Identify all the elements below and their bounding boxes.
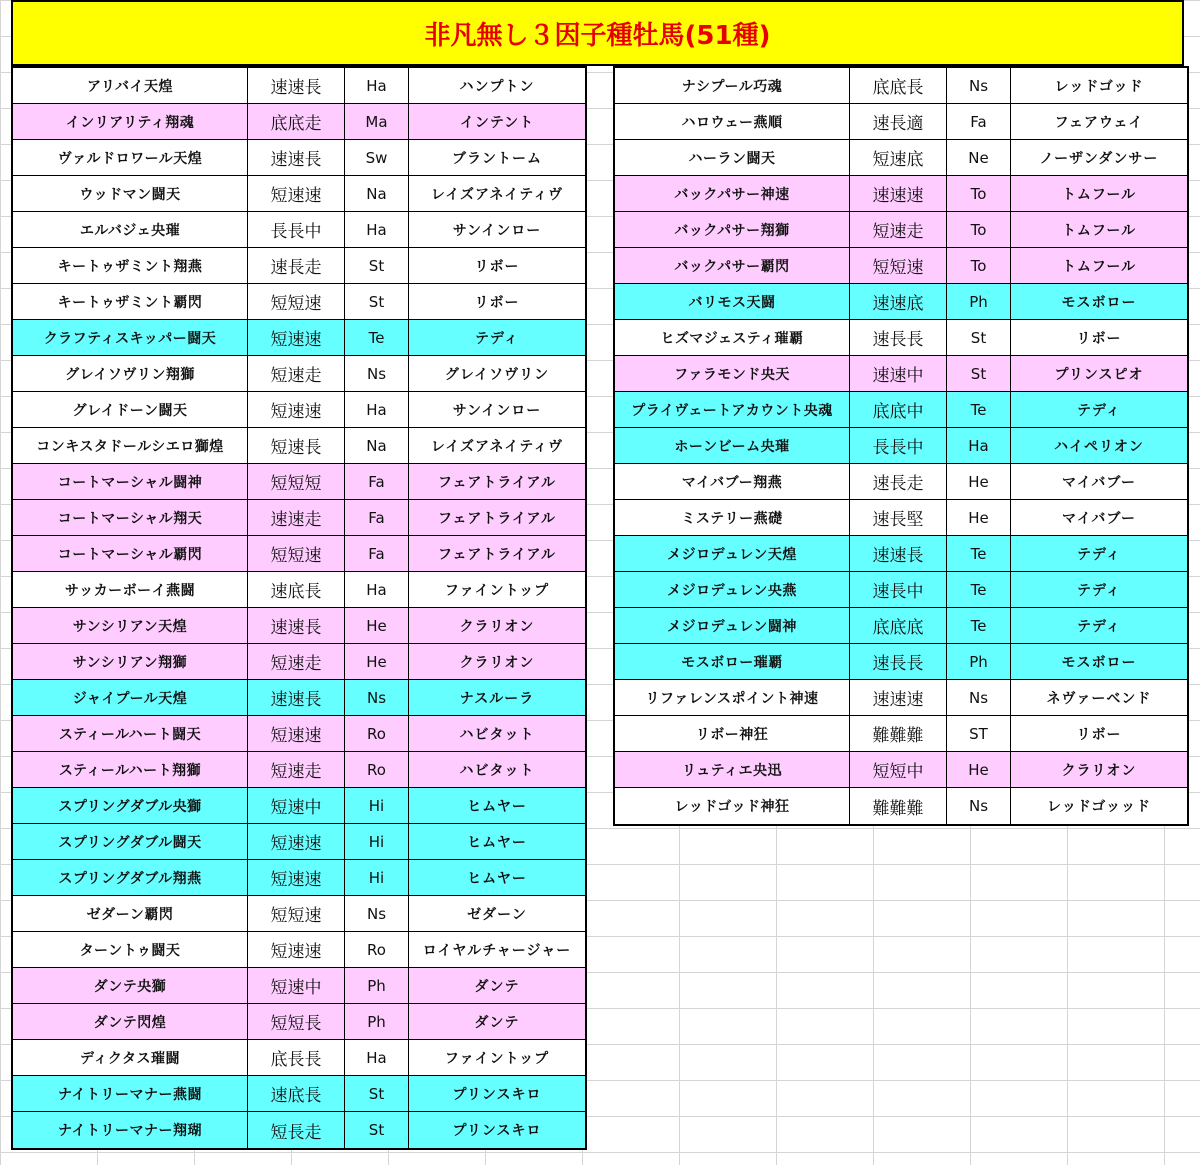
cell-name[interactable]: キートゥザミント覇閃 [13, 284, 248, 319]
cell-sire[interactable]: モスボロー [1061, 654, 1137, 671]
cell-sire[interactable]: テディ [1077, 582, 1121, 599]
cell-sire[interactable]: クラリオン [459, 654, 535, 671]
cell-type[interactable]: 長長中 [850, 428, 947, 463]
cell-name[interactable]: ゼダーン覇閃 [13, 896, 248, 931]
cell-code[interactable]: Ns [345, 680, 409, 715]
cell-type[interactable]: 短速中 [248, 788, 345, 823]
cell-name[interactable]: エルバジェ央璀 [13, 212, 248, 247]
table-row [13, 536, 585, 572]
table-row [615, 428, 1187, 464]
table-row [13, 356, 585, 392]
cell-type[interactable]: 底底走 [248, 104, 345, 139]
cell-code[interactable]: Sw [345, 140, 409, 175]
table-row [13, 968, 585, 1004]
table-row [13, 680, 585, 716]
table-row [13, 284, 585, 320]
cell-type[interactable]: 短短速 [248, 896, 345, 931]
table-row [615, 680, 1187, 716]
cell-sire[interactable]: ファイントップ [444, 582, 550, 599]
cell-type[interactable]: 短速走 [248, 752, 345, 787]
cell-code[interactable]: To [947, 176, 1011, 211]
cell-code[interactable]: He [345, 608, 409, 643]
cell-code[interactable]: Na [345, 428, 409, 463]
table-row [13, 500, 585, 536]
cell-name[interactable]: コートマーシャル闘神 [13, 464, 248, 499]
table-row [615, 752, 1187, 788]
cell-code[interactable]: Ma [345, 104, 409, 139]
table-row [13, 1004, 585, 1040]
cell-type[interactable]: 長長中 [248, 212, 345, 247]
cell-sire[interactable]: テディ [1077, 618, 1121, 635]
cell-type[interactable]: 速長走 [850, 464, 947, 499]
cell-type[interactable]: 短長走 [248, 1112, 345, 1148]
table-row [615, 248, 1187, 284]
cell-sire[interactable]: レッドゴッッド [1046, 799, 1152, 815]
table-row [615, 392, 1187, 428]
cell-code[interactable]: Ha [947, 428, 1011, 463]
table-row [13, 608, 585, 644]
cell-type[interactable]: 速長中 [850, 572, 947, 607]
cell-code[interactable]: Ph [345, 968, 409, 1003]
cell-name[interactable]: バックパサー神速 [615, 176, 850, 211]
cell-type[interactable]: 短速速 [248, 176, 345, 211]
table-row [615, 212, 1187, 248]
table-row [13, 860, 585, 896]
cell-code[interactable]: Te [947, 608, 1011, 643]
cell-sire[interactable]: クラリオン [1061, 762, 1137, 779]
table-row [13, 428, 585, 464]
cell-name[interactable]: サンシリアン天煌 [13, 608, 248, 643]
cell-type[interactable]: 底底中 [850, 392, 947, 427]
table-row [615, 464, 1187, 500]
cell-code[interactable]: Ph [947, 644, 1011, 679]
cell-code[interactable]: Fa [947, 104, 1011, 139]
cell-sire[interactable]: ハビタット [459, 726, 535, 743]
cell-code[interactable]: To [947, 212, 1011, 247]
table-row [615, 644, 1187, 680]
table-row [13, 716, 585, 752]
cell-type[interactable]: 短速速 [248, 392, 345, 427]
cell-code[interactable]: Hi [345, 824, 409, 859]
cell-sire[interactable]: マイバブー [1061, 474, 1137, 491]
cell-code[interactable]: He [947, 500, 1011, 535]
cell-code[interactable]: He [947, 464, 1011, 499]
cell-code[interactable]: Te [947, 392, 1011, 427]
cell-type[interactable]: 速速長 [248, 68, 345, 103]
cell-code[interactable]: He [345, 644, 409, 679]
cell-code[interactable]: Ns [947, 68, 1011, 103]
cell-name[interactable]: リボー神狂 [615, 716, 850, 751]
table-row [615, 500, 1187, 536]
cell-name[interactable]: マイバブー翔燕 [615, 464, 850, 499]
cell-code[interactable]: Ph [947, 284, 1011, 319]
table-row [615, 176, 1187, 212]
cell-type[interactable]: 短短中 [850, 752, 947, 787]
cell-sire[interactable]: ダンテ [474, 978, 520, 995]
cell-name[interactable]: ダンテ央獅 [13, 968, 248, 1003]
cell-name[interactable]: バックパサー覇閃 [615, 248, 850, 283]
cell-type[interactable]: 短速底 [850, 140, 947, 175]
cell-sire[interactable]: ファイントップ [444, 1050, 550, 1067]
table-row [13, 464, 585, 500]
cell-type[interactable]: 速速走 [248, 500, 345, 535]
cell-name[interactable]: アリバイ天煌 [13, 68, 248, 103]
table-row [13, 320, 585, 356]
cell-name[interactable]: スプリングダブル翔燕 [13, 860, 248, 895]
cell-type[interactable]: 難難難 [850, 716, 947, 751]
cell-type[interactable]: 速長堅 [850, 500, 947, 535]
right-table [613, 66, 1189, 826]
cell-sire[interactable]: クラリオン [459, 618, 535, 635]
cell-name[interactable]: グレイソヴリン翔獅 [13, 356, 248, 391]
cell-code[interactable]: St [345, 248, 409, 283]
cell-name[interactable]: キートゥザミント翔燕 [13, 248, 248, 283]
table-row [13, 644, 585, 680]
cell-type[interactable]: 速速長 [248, 140, 345, 175]
cell-name[interactable]: ナイトリーマナー燕闘 [13, 1076, 248, 1111]
cell-type[interactable]: 速底長 [248, 572, 345, 607]
cell-name[interactable]: コンキスタドールシエロ獅煌 [13, 428, 248, 463]
cell-name[interactable]: バックパサー翔獅 [615, 212, 850, 247]
cell-type[interactable]: 短速速 [248, 824, 345, 859]
table-row [615, 788, 1187, 824]
cell-name[interactable]: ファラモンド央天 [615, 356, 850, 391]
cell-sire[interactable]: ヒムヤー [467, 870, 527, 887]
cell-name[interactable]: サンシリアン翔獅 [13, 644, 248, 679]
cell-sire[interactable]: リボー [1076, 330, 1122, 347]
table-row [13, 788, 585, 824]
cell-sire[interactable]: ゼダーン [467, 906, 527, 923]
cell-code[interactable]: Ne [947, 140, 1011, 175]
cell-type[interactable]: 速長長 [850, 320, 947, 355]
cell-type[interactable]: 短速中 [248, 968, 345, 1003]
cell-name[interactable]: クラフティスキッパー闘天 [13, 320, 248, 355]
cell-type[interactable]: 速長適 [850, 104, 947, 139]
cell-code[interactable]: St [345, 1112, 409, 1148]
cell-code[interactable]: Ro [345, 752, 409, 787]
cell-type[interactable]: 速長長 [850, 644, 947, 679]
cell-sire[interactable]: テディ [475, 330, 519, 347]
cell-code[interactable]: Fa [345, 536, 409, 571]
cell-code[interactable]: Ro [345, 932, 409, 967]
cell-type[interactable]: 短短長 [248, 1004, 345, 1039]
cell-type[interactable]: 速長走 [248, 248, 345, 283]
cell-type[interactable]: 短速走 [248, 644, 345, 679]
table-row [615, 68, 1187, 104]
cell-type[interactable]: 短速速 [248, 320, 345, 355]
cell-code[interactable]: Ph [345, 1004, 409, 1039]
cell-name[interactable]: サッカーボーイ燕闘 [13, 572, 248, 607]
table-row [615, 104, 1187, 140]
table-row [13, 1040, 585, 1076]
table-row [615, 716, 1187, 752]
cell-type[interactable]: 短速走 [248, 356, 345, 391]
cell-code[interactable]: Te [947, 572, 1011, 607]
cell-code[interactable]: Ns [947, 788, 1011, 824]
cell-sire[interactable]: モスボロー [1061, 294, 1137, 311]
cell-code[interactable]: St [947, 356, 1011, 391]
cell-sire[interactable]: フェアトライアル [438, 510, 556, 527]
cell-sire[interactable]: ロイヤルチャージャー [422, 942, 572, 959]
cell-code[interactable]: Fa [345, 464, 409, 499]
cell-code[interactable]: Hi [345, 788, 409, 823]
cell-type[interactable]: 底底底 [850, 608, 947, 643]
table-row [13, 392, 585, 428]
cell-name[interactable]: インリアリティ翔魂 [13, 104, 248, 139]
table-row [13, 1112, 585, 1148]
cell-sire[interactable]: ヒムヤー [467, 834, 527, 851]
cell-type[interactable]: 底底長 [850, 68, 947, 103]
cell-sire[interactable]: リボー [474, 258, 520, 275]
cell-sire[interactable]: トムフール [1061, 258, 1137, 275]
cell-name[interactable]: メジロデュレン闘神 [615, 608, 850, 643]
table-row [615, 140, 1187, 176]
cell-code[interactable]: Ns [345, 356, 409, 391]
cell-type[interactable]: 短短速 [248, 284, 345, 319]
table-row [13, 1076, 585, 1112]
cell-name[interactable]: ウッドマン闘天 [13, 176, 248, 211]
cell-name[interactable]: スプリングダブル闘天 [13, 824, 248, 859]
cell-code[interactable]: Ha [345, 212, 409, 247]
cell-name[interactable]: ダンテ閃煌 [13, 1004, 248, 1039]
cell-type[interactable]: 短速速 [248, 716, 345, 751]
table-row [13, 752, 585, 788]
cell-sire[interactable]: ノーザンダンサー [1039, 150, 1159, 167]
table-row [615, 320, 1187, 356]
cell-name[interactable]: コートマーシャル翔天 [13, 500, 248, 535]
cell-type[interactable]: 速速底 [850, 284, 947, 319]
cell-sire[interactable]: サンインロー [452, 402, 542, 419]
cell-name[interactable]: バリモス天闘 [615, 284, 850, 319]
cell-type[interactable]: 速底長 [248, 1076, 345, 1111]
cell-name[interactable]: モスボロー璀覇 [615, 644, 850, 679]
table-row [615, 356, 1187, 392]
cell-name[interactable]: ハーラン闘天 [615, 140, 850, 175]
table-row [13, 104, 585, 140]
cell-type[interactable]: 底長長 [248, 1040, 345, 1075]
cell-type[interactable]: 速速中 [850, 356, 947, 391]
table-row [13, 248, 585, 284]
cell-type[interactable]: 短短速 [850, 248, 947, 283]
cell-type[interactable]: 短短速 [248, 536, 345, 571]
cell-name[interactable]: ジャイプール天煌 [13, 680, 248, 715]
cell-type[interactable]: 速速速 [850, 680, 947, 715]
cell-name[interactable]: プライヴェートアカウント央魂 [615, 392, 850, 427]
cell-name[interactable]: ターントゥ闘天 [13, 932, 248, 967]
cell-name[interactable]: コートマーシャル覇閃 [13, 536, 248, 571]
cell-sire[interactable]: ダンテ [474, 1014, 520, 1031]
cell-code[interactable]: Hi [345, 860, 409, 895]
table-row [13, 572, 585, 608]
cell-name[interactable]: ナシプール巧魂 [615, 68, 850, 103]
sheet-title: 非凡無し３因子種牡馬(51種) [11, 0, 1184, 66]
table-row [13, 932, 585, 968]
table-row [615, 284, 1187, 320]
cell-sire[interactable]: ヒムヤー [467, 798, 527, 815]
cell-type[interactable]: 短速走 [850, 212, 947, 247]
cell-type[interactable]: 短短短 [248, 464, 345, 499]
cell-code[interactable]: Fa [345, 500, 409, 535]
table-row [13, 176, 585, 212]
cell-name[interactable]: スティールハート闘天 [13, 716, 248, 751]
cell-sire[interactable]: プリンスピオ [1054, 366, 1144, 383]
cell-name[interactable]: スプリングダブル央獅 [13, 788, 248, 823]
cell-code[interactable]: ST [947, 716, 1011, 751]
cell-name[interactable]: メジロデュレン天煌 [615, 536, 850, 571]
cell-type[interactable]: 短速長 [248, 428, 345, 463]
cell-code[interactable]: St [345, 1076, 409, 1111]
table-row [13, 140, 585, 176]
cell-sire[interactable]: フェアウェイ [1054, 114, 1144, 131]
cell-sire[interactable]: ブラントーム [452, 150, 542, 167]
cell-code[interactable]: Na [345, 176, 409, 211]
cell-type[interactable]: 難難難 [850, 788, 947, 824]
cell-sire[interactable]: ハビタット [459, 762, 535, 779]
cell-name[interactable]: メジロデュレン央燕 [615, 572, 850, 607]
cell-sire[interactable]: リボー [474, 294, 520, 311]
cell-sire[interactable]: ハイペリオン [1054, 438, 1144, 455]
left-table [11, 66, 587, 1150]
table-row [13, 824, 585, 860]
cell-code[interactable]: Te [947, 536, 1011, 571]
cell-code[interactable]: Ro [345, 716, 409, 751]
cell-sire[interactable]: プリンスキロ [452, 1086, 542, 1103]
cell-name[interactable]: ナイトリーマナー翔瑚 [13, 1112, 248, 1148]
cell-sire[interactable]: フェアトライアル [438, 474, 556, 491]
cell-code[interactable]: Te [345, 320, 409, 355]
cell-name[interactable]: グレイドーン闘天 [13, 392, 248, 427]
cell-sire[interactable]: マイバブー [1061, 510, 1137, 527]
cell-name[interactable]: ホーンビーム央璀 [615, 428, 850, 463]
cell-sire[interactable]: グレイソヴリン [444, 366, 550, 383]
table-row [13, 896, 585, 932]
table-row [615, 608, 1187, 644]
cell-code[interactable]: St [345, 284, 409, 319]
cell-sire[interactable]: レイズアネイティヴ [430, 438, 564, 455]
cell-name[interactable]: リュティエ央迅 [615, 752, 850, 787]
cell-sire[interactable]: ナスルーラ [459, 690, 535, 707]
cell-name[interactable]: リファレンスポイント神速 [615, 680, 850, 715]
cell-code[interactable]: Ns [947, 680, 1011, 715]
cell-name[interactable]: スティールハート翔獅 [13, 752, 248, 787]
cell-type[interactable]: 速速長 [248, 680, 345, 715]
cell-code[interactable]: Ns [345, 896, 409, 931]
cell-type[interactable]: 速速長 [248, 608, 345, 643]
cell-type[interactable]: 短速速 [248, 860, 345, 895]
cell-sire[interactable]: レイズアネイティヴ [430, 186, 564, 203]
cell-name[interactable]: ディクタス璀闘 [13, 1040, 248, 1075]
cell-sire[interactable]: インテント [459, 114, 535, 131]
cell-sire[interactable]: トムフール [1061, 186, 1137, 203]
cell-type[interactable]: 速速長 [850, 536, 947, 571]
cell-sire[interactable]: ネヴァーベンド [1046, 690, 1152, 707]
cell-name[interactable]: ハロウェー燕順 [615, 104, 850, 139]
cell-type[interactable]: 短速速 [248, 932, 345, 967]
table-row [615, 536, 1187, 572]
table-row [615, 572, 1187, 608]
cell-code[interactable]: Ha [345, 1040, 409, 1075]
cell-sire[interactable]: サンインロー [452, 222, 542, 239]
cell-type[interactable]: 速速速 [850, 176, 947, 211]
cell-sire[interactable]: プリンスキロ [452, 1123, 542, 1139]
cell-code[interactable]: Ha [345, 392, 409, 427]
cell-name[interactable]: ヒズマジェスティ璀覇 [615, 320, 850, 355]
cell-code[interactable]: He [947, 752, 1011, 787]
cell-code[interactable]: St [947, 320, 1011, 355]
cell-code[interactable]: To [947, 248, 1011, 283]
table-row [13, 68, 585, 104]
cell-name[interactable]: ミステリー燕礎 [615, 500, 850, 535]
cell-code[interactable]: Ha [345, 572, 409, 607]
cell-sire[interactable]: フェアトライアル [438, 546, 556, 563]
cell-sire[interactable]: ハンプトン [459, 78, 535, 95]
cell-code[interactable]: Ha [345, 68, 409, 103]
cell-name[interactable]: ヴァルドロワール天煌 [13, 140, 248, 175]
cell-sire[interactable]: テディ [1077, 402, 1121, 419]
cell-name[interactable]: レッドゴッド神狂 [615, 788, 850, 824]
cell-sire[interactable]: レッドゴッド [1054, 78, 1144, 95]
cell-sire[interactable]: リボー [1076, 726, 1122, 743]
cell-sire[interactable]: トムフール [1061, 222, 1137, 239]
table-row [13, 212, 585, 248]
cell-sire[interactable]: テディ [1077, 546, 1121, 563]
